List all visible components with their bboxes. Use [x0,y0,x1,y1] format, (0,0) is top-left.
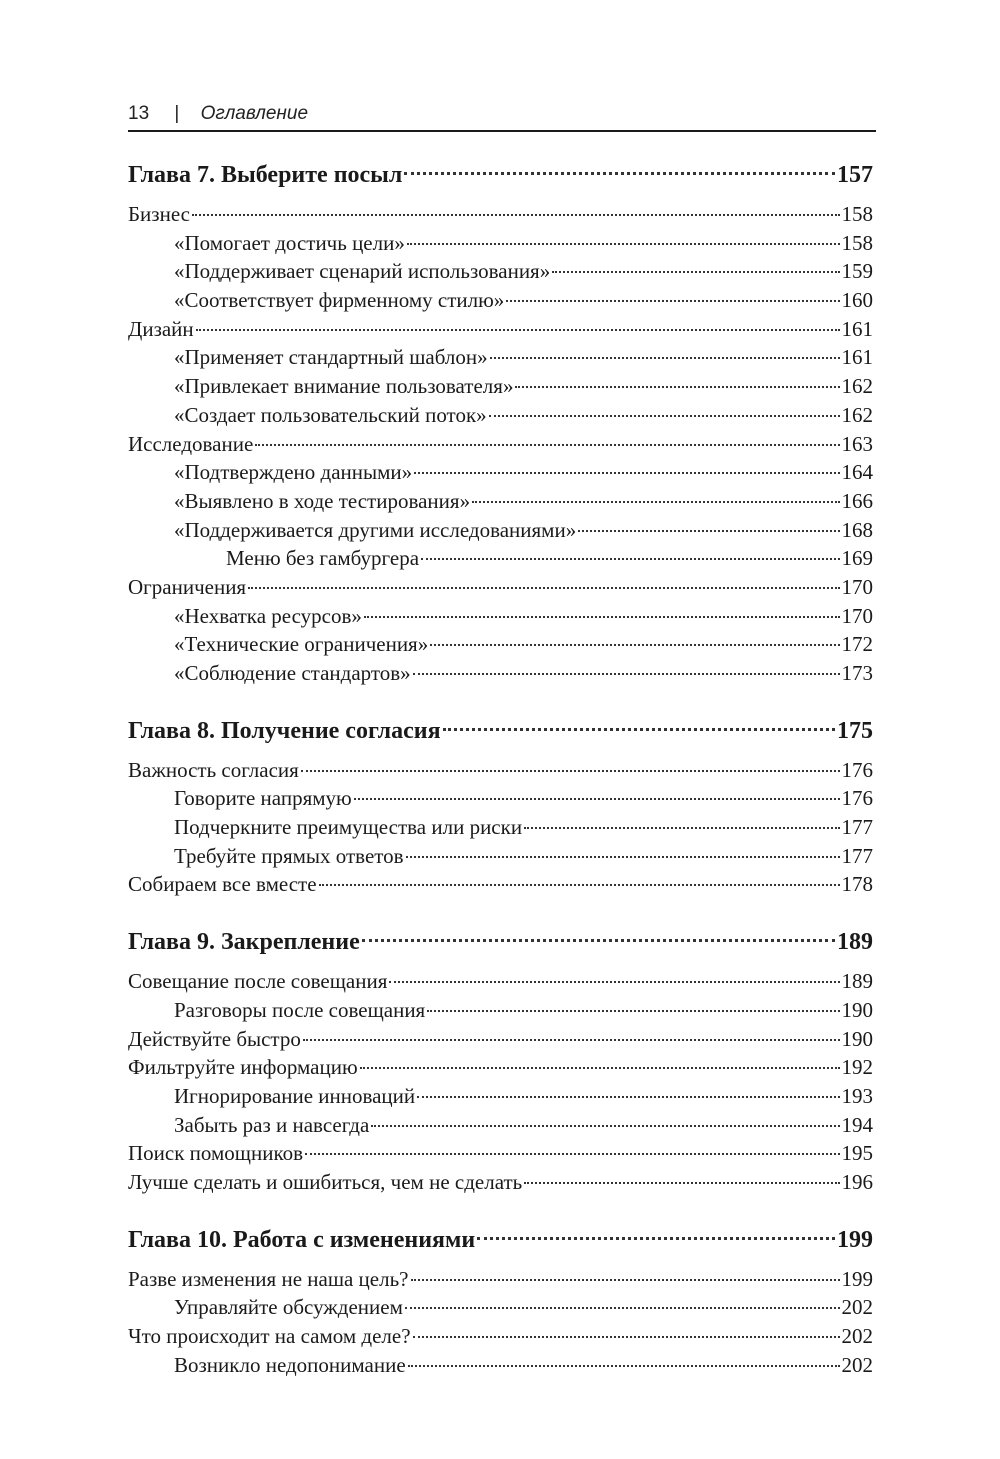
page-number: 194 [841,1112,873,1137]
dot-leader [364,616,840,618]
dot-leader [414,472,839,474]
dot-leader [248,587,839,589]
entry-title: Исследование [128,431,254,456]
page-number: 199 [837,1226,873,1253]
dot-leader [472,501,839,503]
toc-entry [128,343,873,372]
entry-title: Возникло недопонимание [174,1352,406,1377]
entry-title: Игнорирование инноваций [174,1083,416,1108]
entry-title: Управляйте обсуждением [174,1295,403,1320]
entry-title: Поиск помощников [128,1141,304,1166]
dot-leader [524,827,839,829]
page-number: 190 [841,1026,873,1051]
page-number: 202 [841,1352,873,1377]
entry-title: Лучше сделать и ошибиться, чем не сделать [128,1169,523,1194]
page-number: 196 [841,1169,873,1194]
toc-entry [128,1082,873,1111]
dot-leader [413,673,840,675]
toc-entry [128,813,873,842]
page-number: 176 [841,757,873,782]
dot-leader [406,856,840,858]
dot-leader [477,1237,835,1240]
chapter-title: Глава 10. Работа с изменениями [128,1226,476,1253]
entry-title: «Помогает достичь цели» [174,230,405,255]
toc-entry [128,200,873,229]
entry-title: Разговоры после совещания [174,997,426,1022]
dot-leader [421,558,839,560]
page-number: 162 [841,402,873,427]
toc-entry [128,372,873,401]
dot-leader [515,386,839,388]
toc-entry [128,487,873,516]
entry-title: Требуйте прямых ответов [174,843,404,868]
page-number: 202 [841,1324,873,1348]
toc-entry [128,544,873,573]
entry-title: Собираем все вместе [128,872,317,897]
entry-title: «Выявлено в ходе тестирования» [174,488,471,513]
dot-leader [506,300,839,302]
dot-leader [489,415,840,417]
page-number: 175 [837,717,873,744]
chapter-title: Глава 8. Получение согласия [128,717,441,744]
page-number: 195 [841,1141,873,1166]
page-number: 157 [837,162,873,188]
dot-leader [411,1279,840,1281]
entry-title: Ограничения [128,574,247,599]
entry-title: Что происходит на самом деле? [128,1324,411,1348]
dot-leader [360,1067,840,1069]
page-number: 169 [841,546,873,571]
toc-entry [128,756,873,785]
dot-leader [371,1125,839,1127]
toc-entry [128,257,873,286]
dot-leader [407,243,840,245]
dot-leader [255,444,839,446]
page-number: 162 [841,374,873,399]
page-number: 158 [841,202,873,226]
page-number: 161 [841,345,873,370]
dot-leader [427,1010,839,1012]
dot-leader [578,530,839,532]
toc-entry [128,1139,873,1168]
dot-leader [362,939,835,942]
dot-leader [303,1039,840,1041]
entry-title: «Нехватка ресурсов» [174,603,362,628]
running-header [128,100,876,132]
dot-leader [443,728,835,731]
toc-entry [128,630,873,659]
header-separator: | [174,103,180,124]
toc-entry [128,602,873,631]
page-number: 163 [841,431,873,456]
dot-leader [524,1182,839,1184]
dot-leader [354,798,840,800]
page-number: 166 [841,488,873,513]
entry-title: Важность согласия [128,757,299,782]
toc-entry [128,996,873,1025]
entry-title: «Применяет стандартный шаблон» [174,345,488,370]
dot-leader [319,884,840,886]
page-number: 199 [841,1266,873,1291]
chapter-title: Глава 9. Закрепление [128,929,360,956]
dot-leader [413,1336,840,1338]
toc-entry [128,659,873,688]
dot-leader [192,214,840,216]
page-number: 160 [841,288,873,313]
entry-title: Меню без гамбургера [226,546,420,571]
page-number: 176 [841,786,873,811]
dot-leader [301,770,840,772]
page-number: 164 [841,460,873,485]
entry-title: Бизнес [128,202,190,226]
toc-entry [128,967,873,996]
page-number: 159 [841,259,873,284]
dot-leader [430,644,839,646]
toc-entry [128,1025,873,1054]
toc-chapter [128,712,873,750]
page-number: 161 [841,316,873,341]
page-number: 192 [841,1055,873,1080]
toc-chapter [128,1221,873,1259]
page-number: 193 [841,1083,873,1108]
toc-entry [128,229,873,258]
toc-entry [128,1265,873,1294]
page-number: 170 [841,574,873,599]
entry-title: Фильтруйте информацию [128,1055,358,1080]
toc-entry [128,458,873,487]
chapter-title: Глава 7. Выберите посыл [128,162,403,188]
toc-chapter [128,156,873,194]
toc-chapter [128,923,873,961]
toc-entry [128,430,873,459]
toc-entry [128,315,873,344]
page-number: 168 [841,517,873,542]
entry-title: «Привлекает внимание пользователя» [174,374,514,399]
header-page-number: 13 [128,103,150,124]
dot-leader [405,1307,840,1309]
dot-leader [196,329,840,331]
dot-leader [389,981,839,983]
page-number: 178 [841,872,873,897]
page-number: 177 [841,815,873,840]
entry-title: Дизайн [128,316,194,341]
page-number: 202 [841,1295,873,1320]
entry-title: «Поддерживается другими исследованиями» [174,517,577,542]
toc-entry [128,1168,873,1197]
dot-leader [552,271,839,273]
toc-entry [128,1111,873,1140]
toc-entry [128,573,873,602]
entry-title: Действуйте быстро [128,1026,301,1051]
toc-entry [128,1053,873,1082]
page-number: 189 [837,929,873,956]
toc-entry [128,516,873,545]
entry-title: Разве изменения не наша цель? [128,1266,409,1291]
toc-entry [128,842,873,871]
entry-title: «Подтверждено данными» [174,460,413,485]
dot-leader [417,1096,839,1098]
entry-title: «Создает пользовательский поток» [174,402,487,427]
entry-title: «Соответствует фирменному стилю» [174,288,505,313]
table-of-contents [128,156,873,1379]
page-number: 173 [841,661,873,685]
dot-leader [404,172,835,175]
dot-leader [305,1153,839,1155]
toc-entry [128,784,873,813]
page-number: 170 [841,603,873,628]
header-title: Оглавление [200,103,309,124]
toc-entry [128,1322,873,1351]
toc-entry [128,401,873,430]
toc-entry [128,1351,873,1380]
entry-title: Подчеркните преимущества или риски [174,815,523,840]
entry-title: Говорите напрямую [174,786,352,811]
page-number: 177 [841,843,873,868]
entry-title: «Поддерживает сценарий использования» [174,259,551,284]
toc-entry [128,1293,873,1322]
page-number: 158 [841,230,873,255]
page-number: 190 [841,997,873,1022]
page-number: 189 [841,969,873,994]
page-number: 172 [841,632,873,657]
entry-title: «Технические ограничения» [174,632,429,657]
toc-entry [128,286,873,315]
entry-title: «Соблюдение стандартов» [174,661,411,685]
dot-leader [490,357,840,359]
toc-entry [128,870,873,899]
entry-title: Совещание после совещания [128,969,388,994]
dot-leader [408,1365,840,1367]
entry-title: Забыть раз и навсегда [174,1112,370,1137]
